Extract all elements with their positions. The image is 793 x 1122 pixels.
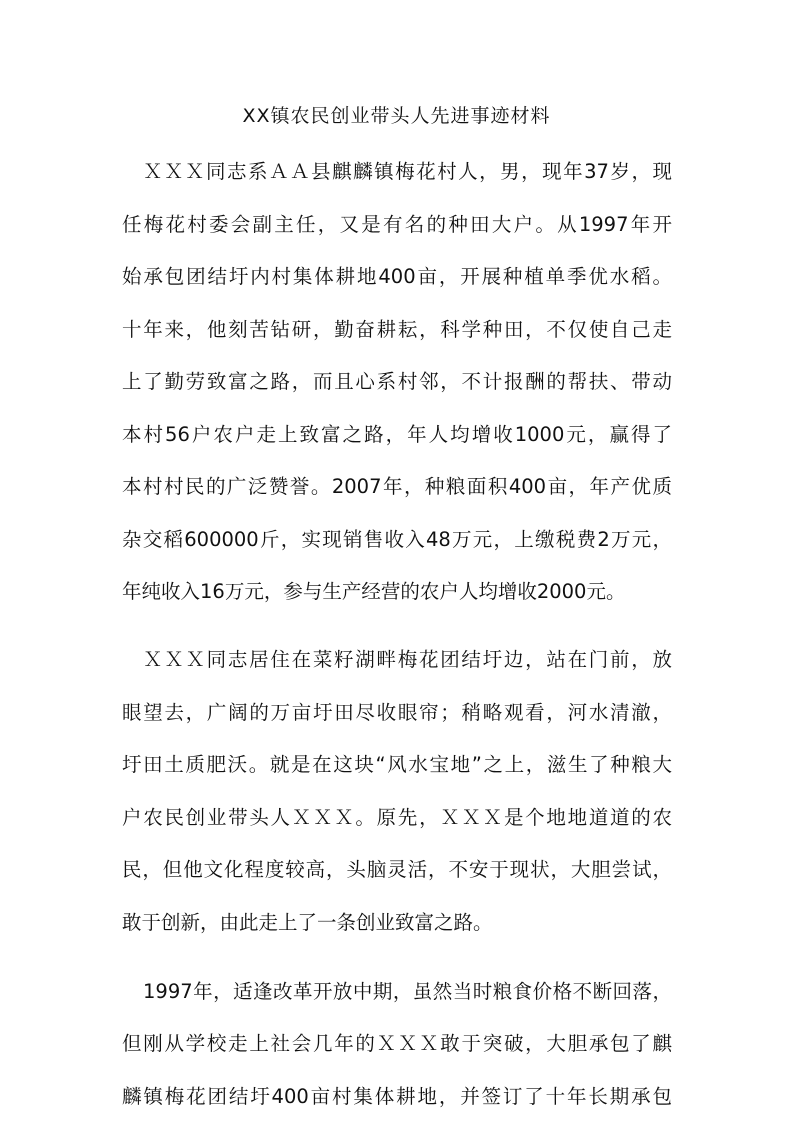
paragraph-1-line-1: ＸＸＸ同志系ＡＡ县麒麟镇梅花村人，男，现年37岁，现 [143, 160, 672, 183]
paragraph-1-line-6: 本村56户农户走上致富之路，年人均增收1000元，赢得了 [122, 423, 672, 446]
paragraph-2-line-5: 民，但他文化程度较高，头脑灵活，不安于现状，大胆尝试， [122, 858, 672, 881]
paragraph-2-line-1: ＸＸＸ同志居住在菜籽湖畔梅花团结圩边，站在门前，放 [143, 648, 672, 671]
paragraph-2-line-6: 敢于创新，由此走上了一条创业致富之路。 [122, 911, 493, 934]
paragraph-1-line-2: 任梅花村委会副主任，又是有名的种田大户。从1997年开 [122, 213, 672, 236]
paragraph-1-line-5: 上了勤劳致富之路，而且心系村邻，不计报酬的帮扶、带动 [122, 370, 672, 393]
paragraph-1-line-7: 本村村民的广泛赞誉。2007年，种粮面积400亩，年产优质 [122, 475, 672, 498]
paragraph-1-line-8: 杂交稻600000斤，实现销售收入48万元，上缴税费2万元， [122, 528, 672, 551]
paragraph-3-line-3: 麟镇梅花团结圩400亩村集体耕地，并签订了十年长期承包 [122, 1085, 672, 1108]
paragraph-1-line-4: 十年来，他刻苦钻研，勤奋耕耘，科学种田，不仅使自己走 [122, 318, 672, 341]
document-title: XX镇农民创业带头人先进事迹材料 [242, 105, 551, 127]
paragraph-1-line-3: 始承包团结圩内村集体耕地400亩，开展种植单季优水稻。 [122, 265, 672, 288]
paragraph-1-line-9: 年纯收入16万元，参与生产经营的农户人均增收2000元。 [122, 580, 626, 603]
paragraph-2-line-4: 户农民创业带头人ＸＸＸ。原先，ＸＸＸ是个地地道道的农 [122, 806, 672, 829]
paragraph-3-line-1: 1997年，适逢改革开放中期，虽然当时粮食价格不断回落， [143, 980, 672, 1003]
paragraph-2-line-3: 圩田土质肥沃。就是在这块“风水宝地”之上，滋生了种粮大 [122, 753, 672, 776]
paragraph-3-line-2: 但刚从学校走上社会几年的ＸＸＸ敢于突破，大胆承包了麒 [122, 1032, 672, 1055]
paragraph-2-line-2: 眼望去，广阔的万亩圩田尽收眼帘；稍略观看，河水清澈， [122, 701, 672, 724]
